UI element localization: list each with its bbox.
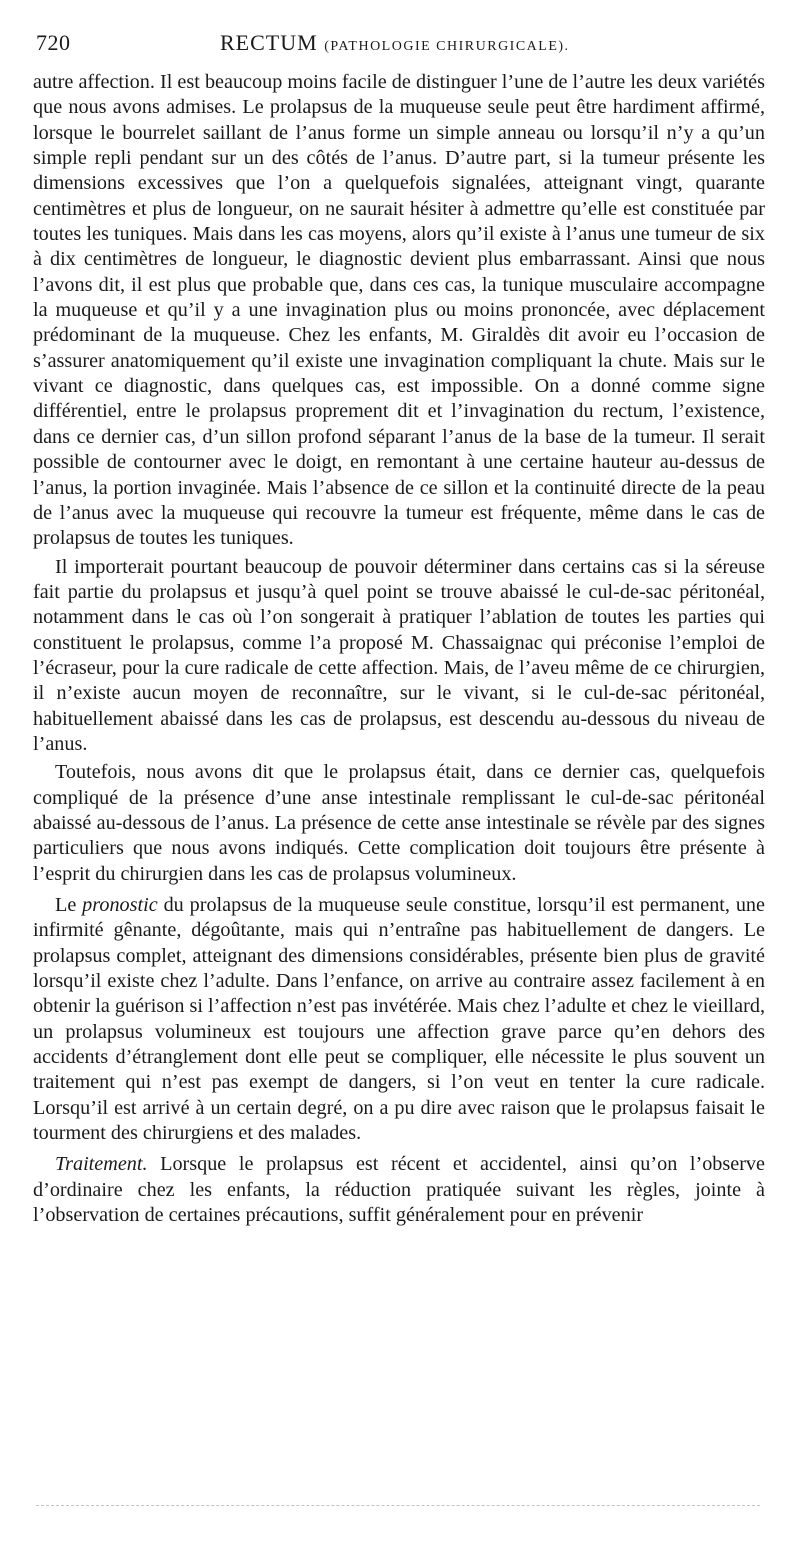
traitement-heading: Traitement. [55, 1153, 148, 1176]
traitement-body: Lorsque le prolapsus est récent et accidentel, ainsi qu’on l’observe d’ordinaire chez les enfants, la réduction pratiquée suivant les règles, jointe à l’observation de certaines précautions, suffit généralement pour en prévenir [33, 1153, 765, 1227]
running-title-subtitle: (PATHOLOGIE CHIRURGICALE). [324, 39, 570, 54]
page-number: 720 [36, 30, 71, 55]
footer-rule [36, 1505, 760, 1506]
pronostic-lead: Le [55, 894, 83, 916]
body-text [33, 70, 765, 1228]
running-title [220, 30, 570, 56]
paragraph-traitement [33, 1152, 765, 1228]
paragraph-continuation: autre affection. Il est beaucoup moins facile de distinguer l’une de l’autre les deux variétés que nous avons admises. Le prolapsus de la muqueuse seule peut être hardiment affirmé, lorsque le bourrelet saillant de l’anus forme un simple anneau ou lorsqu’il n’y a qu’un simple repli pendant sur un des côtés de l’anus. D’autre part, si la tumeur présente les dimensions excessives que l’on a quelquefois signalées, atteignant vingt, quarante centimètres et plus de longueur, on ne saurait hésiter à admettre qu’elle est constituée par toutes les tuniques. Mais dans les cas moyens, alors qu’il existe à l’anus une tumeur de six à dix centimètres de longueur, le diagnostic devient plus embarrassant. Ainsi que nous l’avons dit, il est plus que probable que, dans ces cas, la tunique musculaire accompagne la muqueuse et qu’il y a une invagination plus ou moins prononcée, avec déplacement prédominant de la muqueuse. Chez les enfants, M. Giraldès dit avoir eu l’occasion de s’assurer anatomiquement qu’il existe une invagination compliquant la chute. Mais sur le vivant ce diagnostic, dans quelques cas, est impossible. On a donné comme signe différentiel, entre le prolapsus proprement dit et l’invagination du rectum, l’existence, dans ce dernier cas, d’un sillon profond séparant l’anus de la base de la tumeur. Il serait possible de contourner avec le doigt, en remontant à une certaine hauteur au-dessus de l’anus, la portion invaginée. Mais l’absence de ce sillon et la continuité directe de la peau de l’anus avec la muqueuse qui recouvre la tumeur est fréquente, même dans le cas de prolapsus de toutes les tuniques. [33, 71, 765, 550]
pronostic-term: pronostic [82, 894, 158, 916]
pronostic-body: du prolapsus de la muqueuse seule constitue, lorsqu’il est permanent, une infirmité gênante, dégoûtante, mais qui n’entraîne pas habituellement de dangers. Le prolapsus complet, atteignant des dimensions considérables, présente bien plus de gravité lorsqu’il existe chez l’adulte. Dans l’enfance, on arrive au contraire assez facilement à en obtenir la guérison si l’affection n’est pas invétérée. Mais chez l’adulte et chez le vieillard, un prolapsus volumineux est toujours une affection grave parce qu’en dehors des accidents d’étranglement dont elle peut se compliquer, elle nécessite le plus souvent un traitement qui n’est pas exempt de dangers, si l’on veut en tenter la cure radicale. Lorsqu’il est arrivé à un certain degré, on a pu dire avec raison que le prolapsus faisait le tourment des chirurgiens et des malades. [33, 894, 765, 1145]
running-title-main: RECTUM [220, 30, 318, 55]
paragraph-sereuse: Il importerait pourtant beaucoup de pouvoir déterminer dans certains cas si la séreuse fait partie du prolapsus et jusqu’à quel point se trouve abaissé le cul-de-sac péritonéal, notamment dans le cas où l’on songerait à pratiquer l’ablation de toutes les parties qui constituent le prolapsus, comme l’a proposé M. Chassaignac qui préconise l’emploi de l’écraseur, pour la cure radicale de cette affection. Mais, de l’aveu même de ce chirurgien, il n’existe aucun moyen de reconnaître, sur le vivant, si le cul-de-sac péritonéal, habituellement abaissé dans les cas de prolapsus, est descendu au-dessous du niveau de l’anus. [33, 555, 765, 755]
paragraph-anse-intestinale: Toutefois, nous avons dit que le prolapsus était, dans ce dernier cas, quelquefois compliqué de la présence d’une anse intestinale remplissant le cul-de-sac péritonéal abaissé au-dessous de l’anus. La présence de cette anse intestinale se révèle par des signes particuliers que nous avons indiqués. Cette complication doit toujours être présente à l’esprit du chirurgien dans les cas de prolapsus volumineux. [33, 761, 765, 885]
running-head [36, 30, 770, 60]
paragraph-pronostic [33, 893, 765, 1146]
